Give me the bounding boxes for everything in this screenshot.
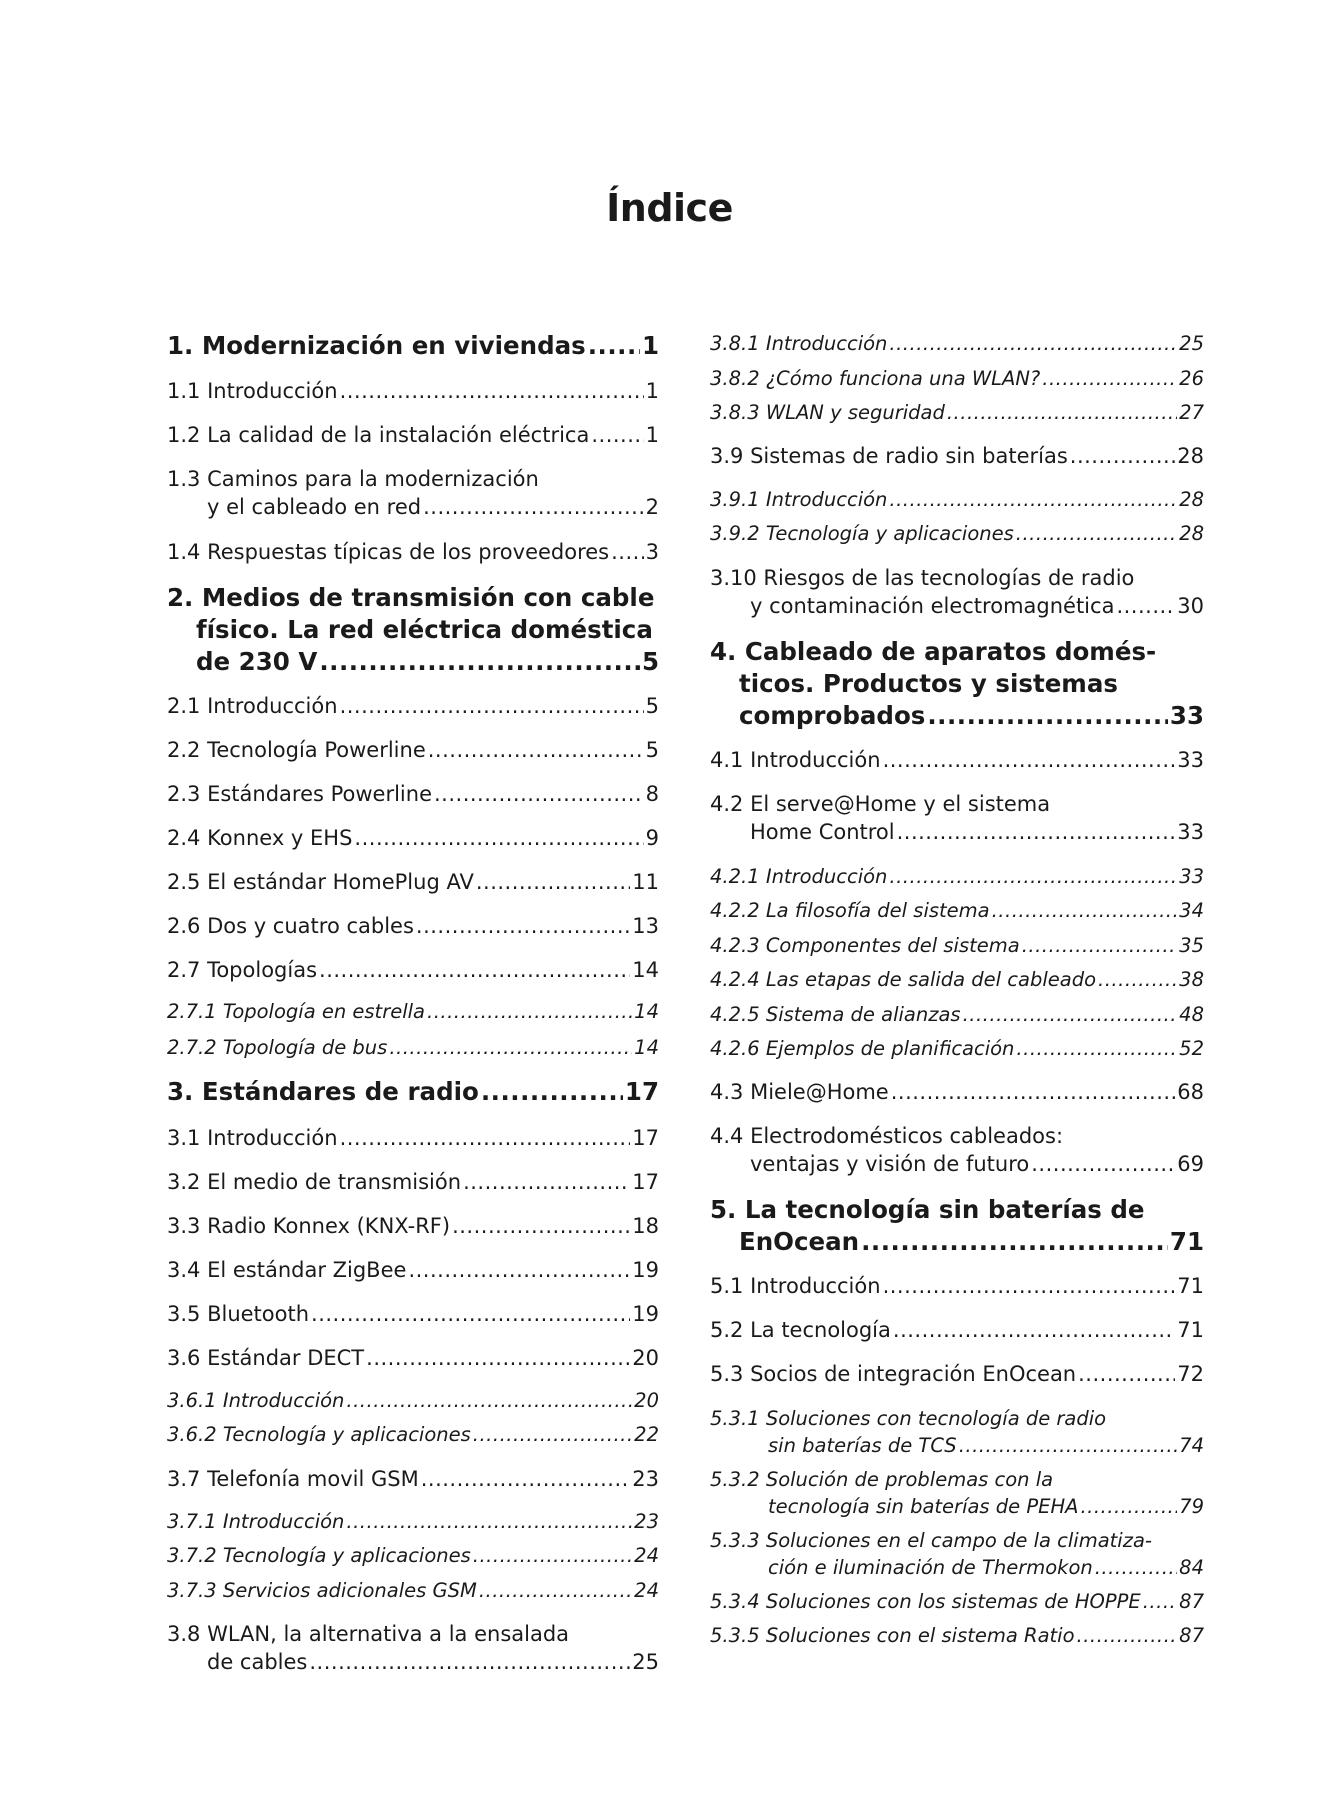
- toc-entry[interactable]: [710, 1405, 1204, 1459]
- toc-entry-title: 1. Modernización en viviendas: [167, 331, 586, 360]
- leader-dots: [1080, 1493, 1177, 1520]
- leader-dots: [481, 1076, 623, 1108]
- toc-page-number: 5: [641, 647, 659, 676]
- leader-dots: [463, 1168, 630, 1196]
- toc-entry-title: 5.1 Introducción: [710, 1274, 881, 1298]
- toc-entry[interactable]: [710, 1078, 1204, 1106]
- leader-dots: [1116, 592, 1175, 620]
- leader-dots: [927, 700, 1168, 732]
- toc-page-number: 33: [1169, 701, 1204, 730]
- leader-dots: [1022, 932, 1177, 959]
- leader-dots: [476, 868, 630, 896]
- toc-entry[interactable]: [167, 1344, 659, 1372]
- toc-entry-title: 3.2 El medio de transmisión: [167, 1170, 462, 1194]
- toc-entry-title: 5.3.2 Solución de problemas con la: [710, 1468, 1054, 1491]
- leader-dots: [883, 1272, 1176, 1300]
- toc-entry-title: 2.4 Konnex y EHS: [167, 826, 353, 850]
- toc-entry-title: 5.3.1 Soluciones con tecnología de radio: [710, 1407, 1107, 1430]
- toc-entry[interactable]: [710, 790, 1204, 846]
- leader-dots: [1031, 1150, 1175, 1178]
- toc-page-number: 25: [1179, 332, 1204, 355]
- toc-entry-title: 3.7.3 Servicios adicionales GSM: [167, 1579, 477, 1602]
- toc-entry-title: ción e iluminación de Thermokon: [768, 1556, 1093, 1579]
- toc-page-number: 28: [1179, 522, 1204, 545]
- toc-entry[interactable]: [710, 1360, 1204, 1388]
- toc-page-number: 30: [1177, 594, 1204, 618]
- toc-entry[interactable]: [167, 1168, 659, 1196]
- leader-dots: [416, 912, 630, 940]
- toc-page-number: 26: [1179, 367, 1204, 390]
- toc-page-number: 14: [634, 1000, 659, 1023]
- toc-entry[interactable]: [167, 421, 659, 449]
- toc-entry-title: 4.2.4 Las etapas de salida del cableado: [710, 968, 1097, 991]
- toc-entry-title: 3.4 El estándar ZigBee: [167, 1258, 407, 1282]
- leader-dots: [340, 377, 644, 405]
- toc-entry[interactable]: [710, 932, 1204, 959]
- leader-dots: [346, 1508, 632, 1535]
- toc-page-number: 48: [1179, 1003, 1204, 1026]
- toc-entry[interactable]: [167, 1034, 659, 1061]
- toc-page-number: 24: [634, 1579, 659, 1602]
- toc-entry-title: 3.9.1 Introducción: [710, 488, 888, 511]
- leader-dots: [340, 692, 644, 720]
- toc-page-number: 5: [645, 694, 659, 718]
- toc-entry[interactable]: [167, 1542, 659, 1569]
- toc-page-number: 17: [632, 1126, 659, 1150]
- toc-entry[interactable]: [167, 538, 659, 566]
- toc-entry[interactable]: [710, 520, 1204, 547]
- toc-entry[interactable]: [710, 330, 1204, 357]
- toc-page-number: 38: [1179, 968, 1204, 991]
- toc-page-number: 35: [1179, 934, 1204, 957]
- toc-entry-title: 5.3 Socios de integración EnOcean: [710, 1362, 1077, 1386]
- leader-dots: [354, 824, 643, 852]
- toc-entry[interactable]: [167, 1124, 659, 1152]
- toc-entry-title: 5.2 La tecnología: [710, 1318, 891, 1342]
- toc-entry-title: 3.6.1 Introducción: [167, 1389, 345, 1412]
- leader-dots: [452, 1212, 630, 1240]
- toc-page-number: 84: [1179, 1556, 1204, 1579]
- toc-page-number: 13: [632, 914, 659, 938]
- toc-entry[interactable]: [167, 1212, 659, 1240]
- toc-page-number: 19: [632, 1258, 659, 1282]
- toc-entry-title: sin baterías de TCS: [768, 1434, 957, 1457]
- toc-page-number: 23: [632, 1467, 659, 1491]
- leader-dots: [883, 746, 1176, 774]
- leader-dots: [947, 399, 1177, 426]
- toc-page-number: 8: [645, 782, 659, 806]
- toc-entry-title: 2. Medios de transmisión con cable: [167, 583, 655, 612]
- toc-entry-title: 3.1 Introducción: [167, 1126, 338, 1150]
- leader-dots: [309, 1648, 630, 1676]
- toc-entry[interactable]: [167, 1465, 659, 1493]
- toc-page-number: 19: [632, 1302, 659, 1326]
- toc-entry[interactable]: [167, 956, 659, 984]
- toc-entry-title: 2.7.1 Topología en estrella: [167, 1000, 426, 1023]
- leader-dots: [311, 1300, 630, 1328]
- toc-entry-title: 4.2.2 La filosofía del sistema: [710, 899, 990, 922]
- toc-entry-title: 3.7 Telefonía movil GSM: [167, 1467, 419, 1491]
- toc-entry-title: 3.7.2 Tecnología y aplicaciones: [167, 1544, 471, 1567]
- toc-entry[interactable]: [167, 465, 659, 521]
- toc-entry[interactable]: [710, 1316, 1204, 1344]
- toc-entry[interactable]: [167, 582, 659, 678]
- toc-entry[interactable]: [167, 1256, 659, 1284]
- toc-entry-title: 3.9.2 Tecnología y aplicaciones: [710, 522, 1014, 545]
- toc-entry[interactable]: [710, 1527, 1204, 1581]
- leader-dots: [346, 1387, 632, 1414]
- toc-page-number: 18: [632, 1214, 659, 1238]
- toc-page-number: 14: [632, 958, 659, 982]
- toc-entry[interactable]: [710, 897, 1204, 924]
- toc-entry-title: y contaminación electromagnética: [750, 594, 1115, 618]
- leader-dots: [428, 736, 644, 764]
- toc-entry[interactable]: [167, 330, 659, 362]
- toc-page-number: 33: [1177, 820, 1204, 844]
- toc-page-number: 2: [645, 495, 659, 519]
- toc-page-number: 74: [1179, 1434, 1204, 1457]
- leader-dots: [389, 1034, 632, 1061]
- leader-dots: [591, 421, 643, 449]
- leader-dots: [423, 493, 644, 521]
- toc-entry-title: 1.4 Respuestas típicas de los proveedores: [167, 540, 610, 564]
- toc-page-number: 71: [1169, 1227, 1204, 1256]
- toc-page-number: 20: [632, 1346, 659, 1370]
- toc-page-number: 33: [1177, 748, 1204, 772]
- leader-dots: [893, 1316, 1175, 1344]
- toc-page-number: 33: [1179, 865, 1204, 888]
- toc-entry[interactable]: [710, 1622, 1204, 1649]
- toc-entry-title: físico. La red eléctrica doméstica: [196, 615, 653, 644]
- toc-entry[interactable]: [167, 1421, 659, 1448]
- toc-entry[interactable]: [167, 1300, 659, 1328]
- leader-dots: [319, 646, 640, 678]
- leader-dots: [1143, 1588, 1177, 1615]
- toc-entry-title: ticos. Productos y sistemas: [739, 669, 1118, 698]
- toc-page-number: 20: [634, 1389, 659, 1412]
- leader-dots: [479, 1577, 632, 1604]
- leader-dots: [889, 486, 1177, 513]
- toc-page-number: 71: [1177, 1274, 1204, 1298]
- toc-page-number: 79: [1179, 1495, 1204, 1518]
- toc-entry-title: 2.2 Tecnología Powerline: [167, 738, 426, 762]
- toc-entry-title: de 230 V: [196, 647, 318, 676]
- toc-page-number: 28: [1177, 444, 1204, 468]
- toc-entry[interactable]: [167, 824, 659, 852]
- toc-entry-title: 3.8.2 ¿Cómo funciona una WLAN?: [710, 367, 1041, 390]
- toc-entry[interactable]: [710, 966, 1204, 993]
- toc-entry-title: 4.2.5 Sistema de alianzas: [710, 1003, 961, 1026]
- toc-entry-title: 2.3 Estándares Powerline: [167, 782, 432, 806]
- leader-dots: [434, 780, 644, 808]
- toc-page-number: 17: [624, 1077, 659, 1106]
- toc-entry[interactable]: [710, 564, 1204, 620]
- toc-entry[interactable]: [167, 377, 659, 405]
- toc-page-number: 27: [1179, 401, 1204, 424]
- toc-entry[interactable]: [710, 1588, 1204, 1615]
- toc-page-number: 1: [645, 379, 659, 403]
- toc-entry-title: 3.6 Estándar DECT: [167, 1346, 365, 1370]
- toc-entry[interactable]: [167, 1508, 659, 1535]
- leader-dots: [611, 538, 644, 566]
- toc-page-number: 87: [1179, 1590, 1204, 1613]
- toc-entry-title: 4.1 Introducción: [710, 748, 881, 772]
- leader-dots: [1095, 1554, 1177, 1581]
- toc-entry[interactable]: [167, 998, 659, 1025]
- toc-page-number: 17: [632, 1170, 659, 1194]
- leader-dots: [889, 863, 1177, 890]
- toc-page-number: 11: [632, 870, 659, 894]
- toc-entry[interactable]: [710, 746, 1204, 774]
- toc-entry[interactable]: [710, 636, 1204, 732]
- toc-entry[interactable]: [710, 399, 1204, 426]
- toc-entry-title: 3.10 Riesgos de las tecnologías de radio: [710, 566, 1135, 590]
- toc-entry-title: de cables: [207, 1650, 308, 1674]
- toc-page-number: 52: [1179, 1037, 1204, 1060]
- toc-page-number: 23: [634, 1510, 659, 1533]
- toc-entry-title: 1.3 Caminos para la modernización: [167, 467, 539, 491]
- toc-entry-title: 4.2.6 Ejemplos de planificación: [710, 1037, 1015, 1060]
- leader-dots: [473, 1542, 632, 1569]
- toc-entry[interactable]: [167, 912, 659, 940]
- toc-entry[interactable]: [710, 1194, 1204, 1258]
- toc-entry-title: 5. La tecnología sin baterías de: [710, 1195, 1145, 1224]
- toc-entry[interactable]: [167, 736, 659, 764]
- toc-entry-title: 3.8.1 Introducción: [710, 332, 888, 355]
- toc-page-number: 87: [1179, 1624, 1204, 1647]
- toc-entry-title: 5.3.3 Soluciones en el campo de la climatiza-: [710, 1529, 1152, 1552]
- toc-entry-title: 3.8 WLAN, la alternativa a la ensalada: [167, 1622, 570, 1646]
- toc-entry[interactable]: [167, 692, 659, 720]
- toc-page-number: 34: [1179, 899, 1204, 922]
- toc-entry[interactable]: [710, 1466, 1204, 1520]
- leader-dots: [1078, 1360, 1175, 1388]
- leader-dots: [889, 330, 1177, 357]
- leader-dots: [891, 1078, 1176, 1106]
- leader-dots: [1042, 365, 1177, 392]
- toc-page-number: 5: [645, 738, 659, 762]
- leader-dots: [897, 818, 1176, 846]
- leader-dots: [1016, 1035, 1177, 1062]
- leader-dots: [1016, 520, 1177, 547]
- toc-entry[interactable]: [167, 868, 659, 896]
- toc-entry-title: 2.5 El estándar HomePlug AV: [167, 870, 474, 894]
- toc-entry[interactable]: [167, 1387, 659, 1414]
- toc-entry-title: 4.2.1 Introducción: [710, 865, 888, 888]
- toc-entry-title: 4.4 Electrodomésticos cableados:: [710, 1124, 1064, 1148]
- toc-entry-title: 4.2 El serve@Home y el sistema: [710, 792, 1051, 816]
- leader-dots: [319, 956, 630, 984]
- toc-entry[interactable]: [710, 1272, 1204, 1300]
- leader-dots: [959, 1432, 1177, 1459]
- toc-entry-title: 4.2.3 Componentes del sistema: [710, 934, 1020, 957]
- toc-entry-title: 3.8.3 WLAN y seguridad: [710, 401, 945, 424]
- leader-dots: [366, 1344, 630, 1372]
- toc-page-number: 24: [634, 1544, 659, 1567]
- toc-page-number: 22: [634, 1423, 659, 1446]
- toc-page-number: 9: [645, 826, 659, 850]
- toc-entry-title: 3.9 Sistemas de radio sin baterías: [710, 444, 1068, 468]
- leader-dots: [421, 1465, 631, 1493]
- toc-page-number: 1: [641, 331, 659, 360]
- toc-entry-title: 4.3 Miele@Home: [710, 1080, 889, 1104]
- toc-entry[interactable]: [167, 780, 659, 808]
- toc-entry[interactable]: [710, 442, 1204, 470]
- toc-page-number: 72: [1177, 1362, 1204, 1386]
- toc-entry-title: 3.3 Radio Konnex (KNX-RF): [167, 1214, 451, 1238]
- toc-page-number: 3: [645, 540, 659, 564]
- toc-entry-title: 5.3.5 Soluciones con el sistema Ratio: [710, 1624, 1075, 1647]
- leader-dots: [963, 1001, 1178, 1028]
- leader-dots: [408, 1256, 630, 1284]
- toc-entry-title: EnOcean: [739, 1227, 860, 1256]
- toc-entry-title: comprobados: [739, 701, 926, 730]
- toc-entry[interactable]: [167, 1076, 659, 1108]
- toc-entry-title: 4. Cableado de aparatos domés-: [710, 637, 1157, 666]
- leader-dots: [588, 330, 640, 362]
- toc-entry[interactable]: [167, 1577, 659, 1604]
- toc-entry-title: 3. Estándares de radio: [167, 1077, 479, 1106]
- toc-entry-title: 2.1 Introducción: [167, 694, 338, 718]
- toc-page-number: 14: [634, 1036, 659, 1059]
- page-title: Índice: [606, 186, 733, 230]
- toc-entry-title: 3.6.2 Tecnología y aplicaciones: [167, 1423, 471, 1446]
- toc-entry-title: ventajas y visión de futuro: [750, 1152, 1030, 1176]
- toc-entry-title: 3.7.1 Introducción: [167, 1510, 345, 1533]
- toc-entry-title: y el cableado en red: [207, 495, 422, 519]
- leader-dots: [1077, 1622, 1178, 1649]
- toc-page-number: 28: [1179, 488, 1204, 511]
- toc-page-number: 25: [632, 1650, 659, 1674]
- leader-dots: [861, 1226, 1168, 1258]
- toc-entry[interactable]: [710, 365, 1204, 392]
- toc-entry-title: 1.2 La calidad de la instalación eléctrica: [167, 423, 590, 447]
- toc-entry-title: 2.7 Topologías: [167, 958, 318, 982]
- toc-entry-title: 3.5 Bluetooth: [167, 1302, 310, 1326]
- toc-entry[interactable]: [710, 863, 1204, 890]
- toc-entry[interactable]: [710, 1122, 1204, 1178]
- leader-dots: [427, 998, 632, 1025]
- toc-entry[interactable]: [710, 1001, 1204, 1028]
- leader-dots: [992, 897, 1178, 924]
- toc-entry[interactable]: [710, 1035, 1204, 1062]
- leader-dots: [340, 1124, 631, 1152]
- toc-entry-title: 2.6 Dos y cuatro cables: [167, 914, 414, 938]
- toc-entry-title: 1.1 Introducción: [167, 379, 338, 403]
- toc-page-number: 68: [1177, 1080, 1204, 1104]
- toc-page-number: 71: [1177, 1318, 1204, 1342]
- toc-entry-title: tecnología sin baterías de PEHA: [768, 1495, 1079, 1518]
- leader-dots: [1098, 966, 1177, 993]
- toc-entry-title: 2.7.2 Topología de bus: [167, 1036, 388, 1059]
- toc-entry-title: 5.3.4 Soluciones con los sistemas de HOPPE: [710, 1590, 1141, 1613]
- leader-dots: [1070, 442, 1175, 470]
- toc-entry[interactable]: [710, 486, 1204, 513]
- leader-dots: [473, 1421, 632, 1448]
- toc-page-number: 69: [1177, 1152, 1204, 1176]
- toc-entry[interactable]: [167, 1620, 659, 1676]
- toc-entry-title: Home Control: [750, 820, 895, 844]
- toc-page-number: 1: [645, 423, 659, 447]
